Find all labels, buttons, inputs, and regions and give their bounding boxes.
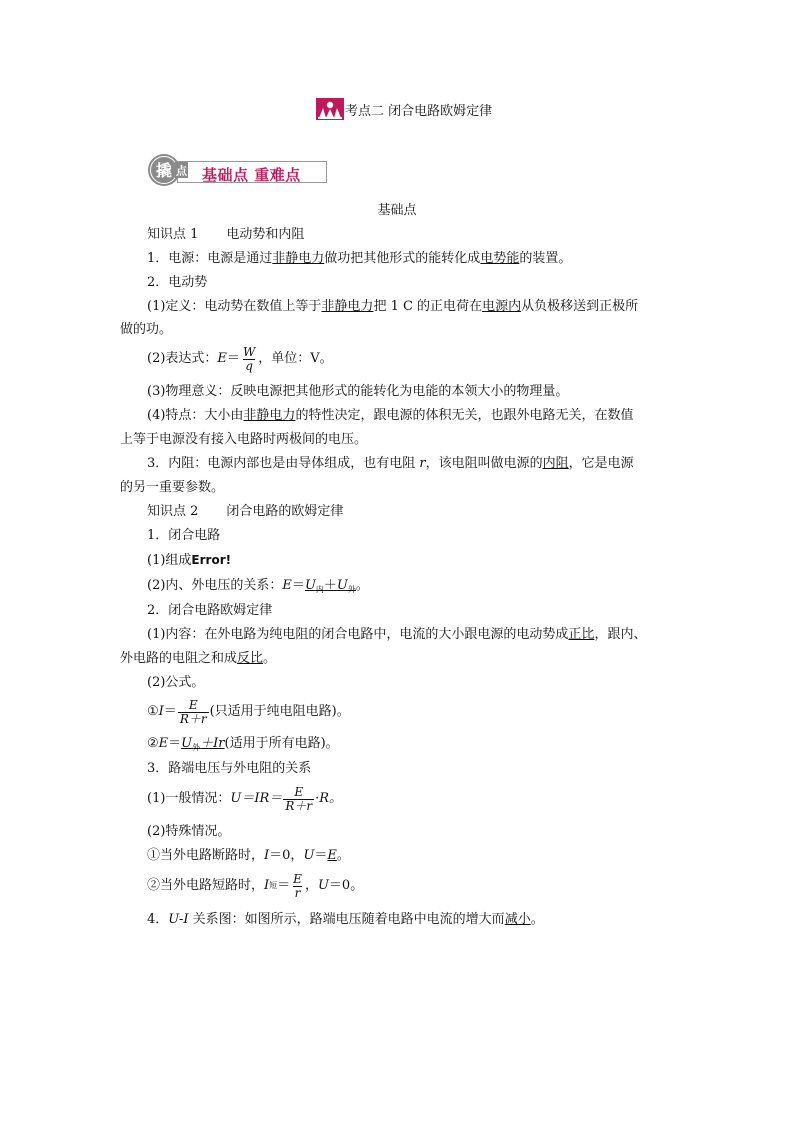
topic-title: 考点二 闭合电路欧姆定律 [345, 103, 493, 119]
kp1-item3-cont: 的另一重要参数。 [120, 480, 225, 495]
kp1-definition: (1)定义：电动势在数值上等于非静电力把 1 C 的正电荷在电源内从负极移送到正极所 [147, 299, 639, 314]
kp1-definition-cont: 做的功。 [120, 322, 173, 337]
kp1-expression: (2)表达式： E ＝ $\frac{W}{q}$ ，单位：V。 [147, 344, 333, 373]
emf-fraction: $\frac{W}{q}$ [242, 344, 256, 373]
kp2-ui-graph: 4．U-I 关系图：如图所示，路端电压随着电路中电流的增大而减小。 [147, 912, 544, 927]
kp1-item1: 1．电源：电源是通过非静电力做功把其他形式的能转化成电势能的装置。 [147, 251, 572, 266]
kp1-feature-cont: 上等于电源没有接入电路时两极间的电压。 [120, 432, 368, 447]
error-text: Error! [191, 553, 232, 567]
short-current-fraction: $\frac{E}{r}$ [293, 871, 302, 900]
kp1-meaning: (3)物理意义：反映电源把其他形式的能转化为电能的本领大小的物理量。 [147, 384, 569, 399]
kp1-heading [147, 227, 304, 243]
kp2-label: 知识点 2 [147, 504, 199, 519]
kp1-label: 知识点 1 [147, 227, 199, 242]
kp2-heading [147, 504, 343, 520]
topic-header [316, 97, 492, 121]
kp2-voltage-relation: (2)内、外电压的关系：$E=U_内+U_外$。 [147, 578, 369, 594]
kp2-special-title: (2)特殊情况。 [147, 824, 231, 839]
banner-tab-char: 点 [176, 164, 187, 178]
kp2-item2-title: 2．闭合电路欧姆定律 [147, 603, 273, 618]
section-heading: 基础点 [377, 203, 417, 218]
kp2-formula-title: (2)公式。 [147, 675, 205, 690]
kp1-item3: 3．内阻：电源内部也是由导体组成，也有电阻 r，该电阻叫做电源的内阻，它是电源 [147, 456, 634, 471]
kp2-formula2: $②E=U_外+Ir$(适用于所有电路)。 [147, 736, 339, 752]
kp2-formula1: ① I ＝ $\frac{E}{R+r}$ (只适用于纯电阻电路)。 [147, 697, 350, 726]
kp1-feature: (4)特点：大小由非静电力的特性决定，跟电源的体积无关，也跟外电路无关，在数值 [147, 408, 634, 423]
kp1-item2-title: 2．电动势 [147, 275, 208, 290]
kp2-general-case: (1)一般情况： U＝IR＝ $\frac{E}{R+r}$ ·R。 [147, 784, 343, 813]
current-fraction: $\frac{E}{R+r}$ [179, 697, 207, 726]
topic-logo-icon [316, 98, 344, 120]
seal-icon [147, 152, 189, 188]
terminal-voltage-fraction: $\frac{E}{R+r}$ [285, 784, 313, 813]
section-banner [147, 152, 329, 188]
kp2-title: 闭合电路的欧姆定律 [226, 504, 344, 519]
kp2-open-circuit: ①当外电路断路时，I＝0，U＝E。 [147, 848, 350, 863]
kp2-composition: (1)组成Error! [147, 553, 232, 568]
kp2-item3-title: 3．路端电压与外电阻的关系 [147, 761, 312, 776]
kp2-item1-title: 1．闭合电路 [147, 528, 221, 543]
banner-seal-char: 撬 [155, 161, 173, 180]
kp2-content-cont: 外电路的电阻之和成反比。 [120, 651, 277, 666]
banner-label: 基础点 重难点 [202, 166, 301, 184]
kp2-short-circuit: ②当外电路短路时， I 短 ＝ $\frac{E}{r}$ ， U ＝0。 [147, 871, 364, 900]
kp2-content: (1)内容：在外电路为纯电阻的闭合电路中，电流的大小跟电源的电动势成正比，跟内、 [147, 627, 647, 642]
kp1-title: 电动势和内阻 [226, 227, 305, 242]
